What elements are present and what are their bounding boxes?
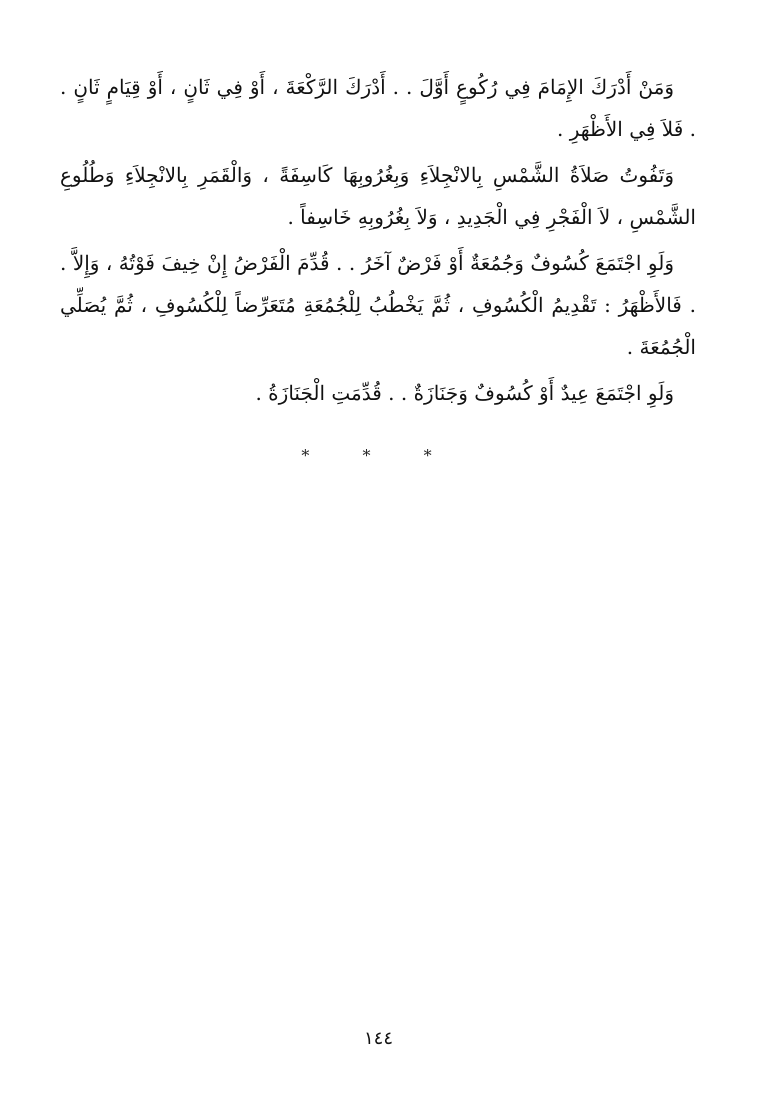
paragraph-2: وَتَفُوتُ صَلاَةُ الشَّمْسِ بِالانْجِلاَءِ وَبِغُرُوبِهَا كَاسِفَةً ، وَالْقَمَرِ بِالانْجِلاَءِ وَطُلُوعِ الشَّمْسِ ، لاَ الْفَجْرِ فِي الْجَدِيدِ ، وَلاَ بِغُرُوبِهِ خَاسِفاً . <box>60 163 696 229</box>
page-number: ١٤٤ <box>363 1028 393 1049</box>
main-text <box>60 66 696 418</box>
section-separator: * * * <box>301 446 456 465</box>
paragraph-1: وَمَنْ أَدْرَكَ الإِمَامَ فِي رُكُوعٍ أَوَّلَ . . أَدْرَكَ الرَّكْعَةَ ، أَوْ فِي ثَانٍ ، أَوْ قِيَامٍ ثَانٍ . . فَلاَ فِي الأَظْهَرِ . <box>60 75 696 141</box>
paragraph-3: وَلَوِ اجْتَمَعَ كُسُوفٌ وَجُمُعَةٌ أَوْ فَرْضٌ آخَرُ . . قُدِّمَ الْفَرْضُ إِنْ خِيفَ فَوْتُهُ ، وَإِلاَّ . . فَالأَظْهَرُ : تَقْدِيمُ الْكُسُوفِ ، ثُمَّ يَخْطُبُ لِلْجُمُعَةِ مُتَعَرِّضاً لِلْكُسُوفِ ، ثُمَّ يُصَلِّي الْجُمُعَةَ . <box>60 251 696 359</box>
paragraph-4: وَلَوِ اجْتَمَعَ عِيدٌ أَوْ كُسُوفٌ وَجَنَازَةٌ . . قُدِّمَتِ الْجَنَازَةُ . <box>255 381 674 405</box>
